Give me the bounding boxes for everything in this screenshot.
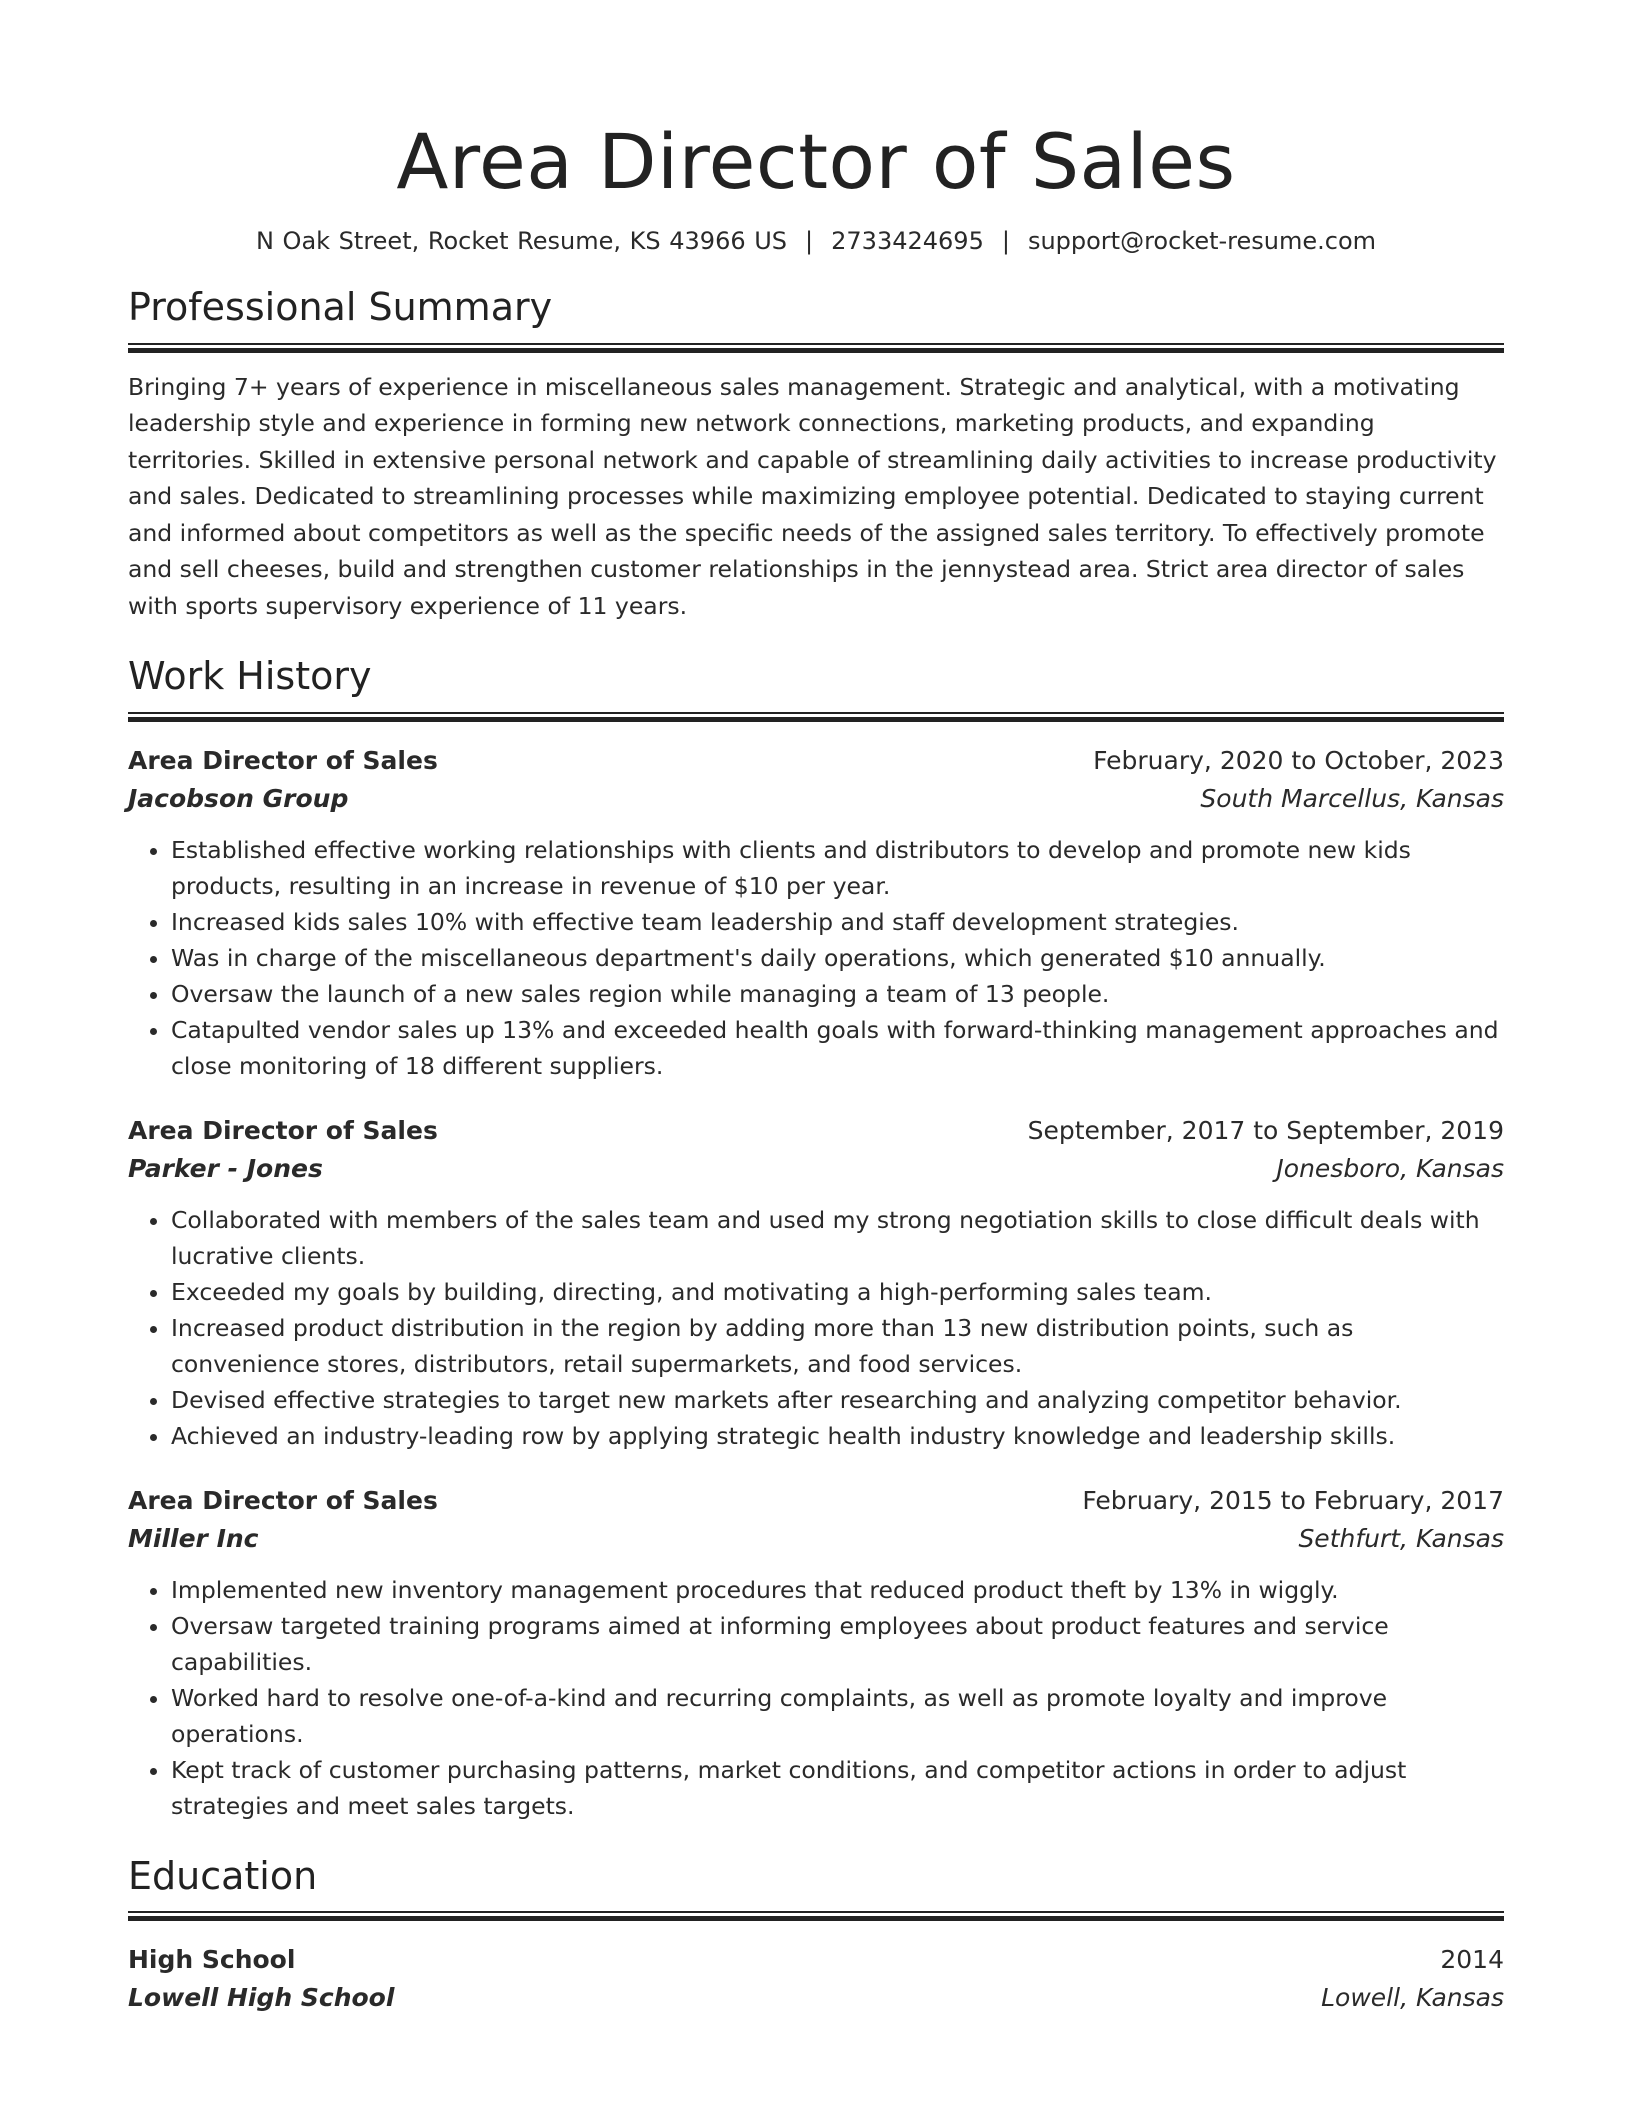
candidate-name: Area Director of Sales <box>396 117 1236 206</box>
job-company: Miller Inc <box>128 1523 259 1553</box>
bullet-item: • Increased kids sales 10% with effective team leadership and staff development strategies. <box>171 904 1504 940</box>
job-location: Jonesboro, Kansas <box>1276 1153 1504 1183</box>
summary-text: Bringing 7+ years of experience in miscellaneous sales management. Strategic and analytical, with a motivating leadership style and experience in forming new network connections, marketing products, and expanding territories. Skilled in extensive personal network and capable of streamlining daily activities to increase productivity and sales. Dedicated to streamlining processes while maximizing employee potential. Dedicated to staying current and informed about competitors as well as the specific needs of the assigned sales territory. To effectively promote and sell cheeses, build and strengthen customer relationships in the jennystead area. Strict area director of sales with sports supervisory experience of 11 years. <box>128 372 1497 620</box>
job-title: Area Director of Sales <box>128 745 438 775</box>
job-bullets <box>128 1572 1504 1824</box>
bullet-item: • Implemented new inventory management procedures that reduced product theft by 13% in wiggly. <box>171 1572 1504 1608</box>
bullet-item: • Exceeded my goals by building, directing, and motivating a high-performing sales team. <box>171 1274 1504 1310</box>
bullet-item: • Established effective working relationships with clients and distributors to develop and promote new kids products, resulting in an increase in revenue of $10 per year. <box>171 832 1504 904</box>
job-entry <box>128 1482 1504 1824</box>
bullet-item: • Devised effective strategies to target new markets after researching and analyzing competitor behavior. <box>171 1382 1504 1418</box>
section-title-summary: Professional Summary <box>128 285 553 330</box>
contact-phone: 2733424695 <box>831 227 984 256</box>
education-section <box>128 1852 1504 2017</box>
job-dates: September, 2017 to September, 2019 <box>1027 1115 1504 1145</box>
job-title: Area Director of Sales <box>128 1485 438 1515</box>
bullet-item: • Was in charge of the miscellaneous department's daily operations, which generated $10 annually. <box>171 940 1504 976</box>
bullet-item: • Collaborated with members of the sales team and used my strong negotiation skills to close difficult deals with lucrative clients. <box>171 1202 1504 1274</box>
contact-line <box>128 227 1504 255</box>
job-location: Sethfurt, Kansas <box>1298 1523 1504 1553</box>
job-bullets <box>128 832 1504 1084</box>
bullet-item: • Worked hard to resolve one-of-a-kind and recurring complaints, as well as promote loyalty and improve operations. <box>171 1680 1504 1752</box>
bullet-item: • Achieved an industry-leading row by applying strategic health industry knowledge and leadership skills. <box>171 1418 1504 1454</box>
job-company: Jacobson Group <box>128 783 349 813</box>
contact-separator: | <box>1001 227 1010 256</box>
job-dates: February, 2015 to February, 2017 <box>1082 1485 1504 1515</box>
job-entry <box>128 742 1504 1084</box>
summary-section <box>128 283 1504 624</box>
bullet-item: • Oversaw targeted training programs aimed at informing employees about product features and service capabilities. <box>171 1608 1504 1680</box>
education-degree: High School <box>128 1945 296 1975</box>
section-title-work-history: Work History <box>128 654 372 699</box>
education-year: 2014 <box>1440 1945 1504 1975</box>
section-title-education: Education <box>128 1853 318 1898</box>
job-bullets <box>128 1202 1504 1454</box>
job-company: Parker - Jones <box>128 1153 323 1183</box>
contact-email: support@rocket-resume.com <box>1027 227 1377 256</box>
job-location: South Marcellus, Kansas <box>1200 783 1504 813</box>
section-divider <box>128 343 1504 353</box>
work-history-section <box>128 652 1504 1823</box>
education-location: Lowell, Kansas <box>1321 1983 1504 2013</box>
job-title: Area Director of Sales <box>128 1115 438 1145</box>
education-school: Lowell High School <box>128 1983 395 2013</box>
bullet-item: • Catapulted vendor sales up 13% and exceeded health goals with forward-thinking management approaches and close monitoring of 18 different suppliers. <box>171 1012 1504 1084</box>
section-divider <box>128 1911 1504 1921</box>
education-entry <box>128 1941 1504 2017</box>
bullet-item: • Oversaw the launch of a new sales region while managing a team of 13 people. <box>171 976 1504 1012</box>
bullet-item: • Kept track of customer purchasing patterns, market conditions, and competitor actions in order to adjust strategies and meet sales targets. <box>171 1752 1504 1824</box>
contact-address: N Oak Street, Rocket Resume, KS 43966 US <box>255 227 788 256</box>
section-divider <box>128 712 1504 722</box>
job-entry <box>128 1112 1504 1454</box>
bullet-item: • Increased product distribution in the region by adding more than 13 new distribution points, such as convenience stores, distributors, retail supermarkets, and food services. <box>171 1310 1504 1382</box>
contact-separator: | <box>805 227 814 256</box>
job-dates: February, 2020 to October, 2023 <box>1093 745 1504 775</box>
